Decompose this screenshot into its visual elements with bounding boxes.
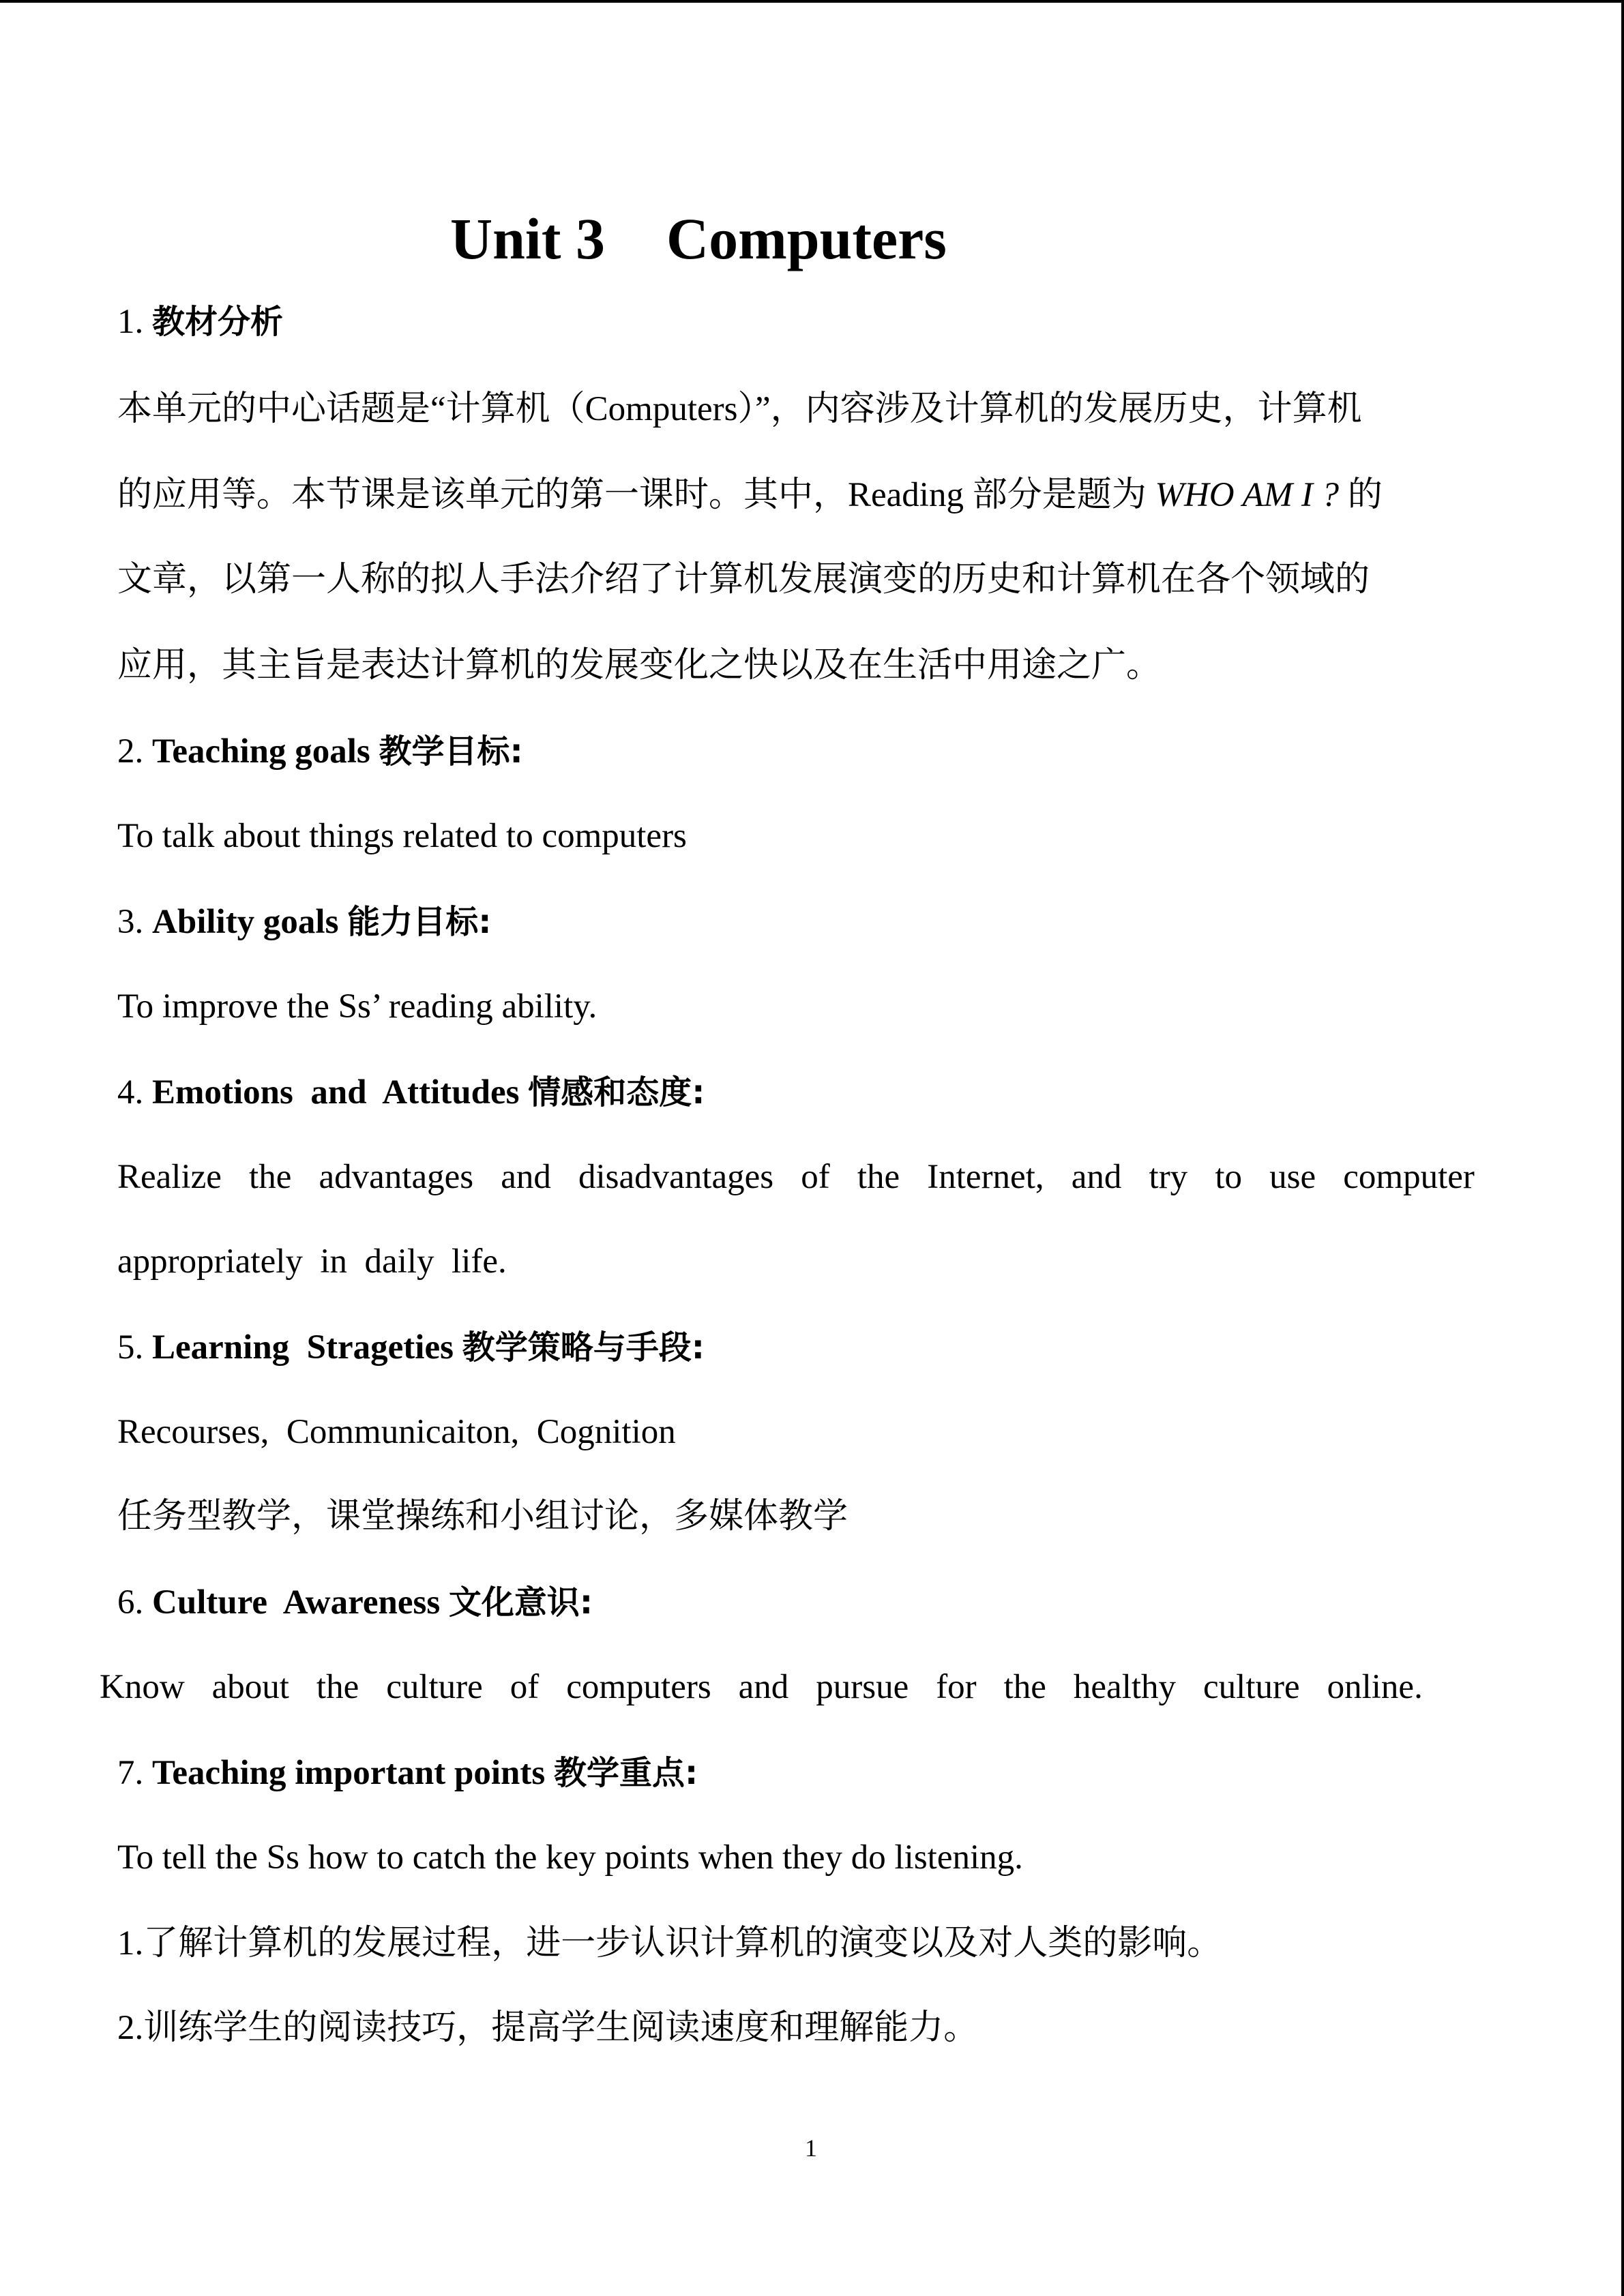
document-title xyxy=(450,205,947,273)
section-5-heading: 5. Learning Strageties 教学策略与手段: xyxy=(117,1328,705,1367)
section-7-body-line-1: To tell the Ss how to catch the key points when they do listening. xyxy=(117,1838,1023,1877)
title-unit: Unit 3 xyxy=(450,206,605,271)
page-border-right xyxy=(1621,0,1624,2296)
page-border-top xyxy=(0,0,1624,3)
section-7-body-line-2: 1.了解计算机的发展过程，进一步认识计算机的演变以及对人类的影响。 xyxy=(117,1924,1222,1963)
section-2-body: To talk about things related to computers xyxy=(117,817,687,855)
section-4-body-line-2: appropriately in daily life. xyxy=(117,1242,507,1281)
section-1-line-1: 本单元的中心话题是“计算机（Computers）”，内容涉及计算机的发展历史，计算机 xyxy=(117,390,1362,428)
section-7-body-line-3: 2.训练学生的阅读技巧，提高学生阅读速度和理解能力。 xyxy=(117,2009,979,2047)
section-2-heading: 2. Teaching goals 教学目标: xyxy=(117,732,523,771)
section-1-heading: 1. 教材分析 xyxy=(117,303,284,341)
section-7-heading: 7. Teaching important points 教学重点: xyxy=(117,1754,698,1792)
section-1-heading-text: 教材分析 xyxy=(152,303,284,341)
section-5-body-line-2: 任务型教学，课堂操练和小组讨论，多媒体教学 xyxy=(117,1497,848,1536)
title-topic: Computers xyxy=(666,206,947,271)
page-number: 1 xyxy=(805,2134,817,2162)
section-4-heading: 4. Emotions and Attitudes 情感和态度: xyxy=(117,1073,705,1112)
section-5-body-line-1: Recourses, Communicaiton, Cognition xyxy=(117,1413,676,1451)
reading-title: WHO AM I ? xyxy=(1155,476,1340,514)
section-1-line-2: 的应用等。本节课是该单元的第一课时。其中，Reading 部分是题为 WHO AM I ? 的 xyxy=(117,476,1383,514)
section-4-body-line-1: Realize the advantages and disadvantages of the Internet, and try to use computer xyxy=(117,1158,1475,1196)
section-6-heading: 6. Culture Awareness 文化意识: xyxy=(117,1583,593,1622)
section-6-body: Know about the culture of computers and pursue for the healthy culture online. xyxy=(100,1668,1423,1706)
section-1-line-4: 应用，其主旨是表达计算机的发展变化之快以及在生活中用途之广。 xyxy=(117,646,1162,685)
section-1-line-3: 文章，以第一人称的拟人手法介绍了计算机发展演变的历史和计算机在各个领域的 xyxy=(117,561,1370,599)
section-3-heading: 3. Ability goals 能力目标: xyxy=(117,903,492,941)
section-3-body: To improve the Ss’ reading ability. xyxy=(117,987,597,1026)
